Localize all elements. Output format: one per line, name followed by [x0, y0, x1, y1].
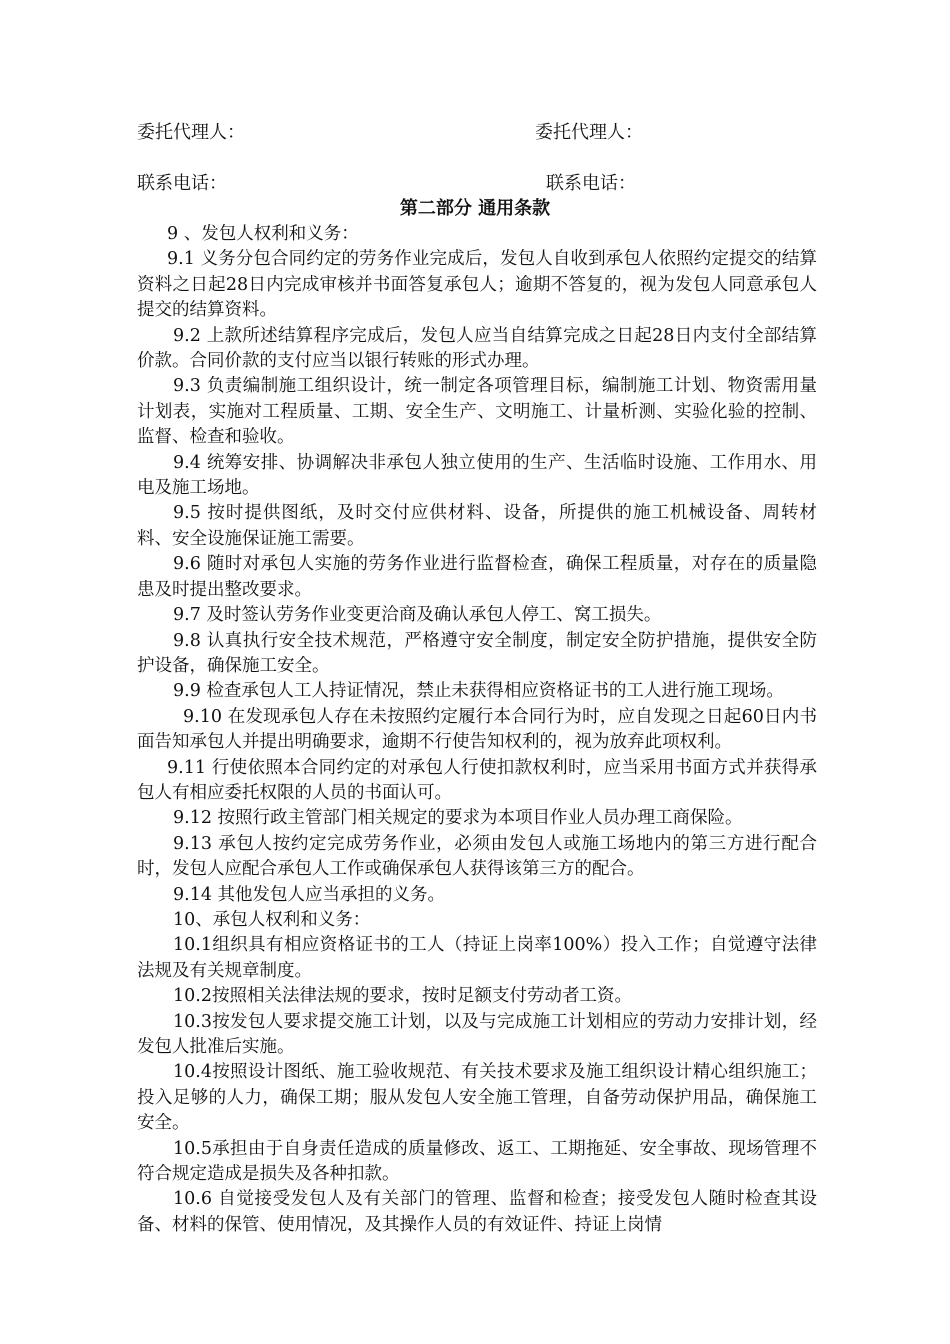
agent-label-left: 委托代理人： [137, 122, 245, 143]
clause-9-3: 9.3 负责编制施工组织设计，统一制定各项管理目标，编制施工计划、物资需用量计划表，实施对工程质量、工期、安全生产、文明施工、计量析测、实验化验的控制、监督、检查和验收。 [137, 376, 817, 448]
clause-9-6: 9.6 随时对承包人实施的劳务作业进行监督检查，确保工程质量，对存在的质量隐患及时提出整改要求。 [137, 554, 817, 600]
agent-label-right: 委托代理人： [535, 122, 643, 143]
clause-9-12: 9.12 按照行政主管部门相关规定的要求为本项目作业人员办理工商保险。 [173, 808, 743, 829]
clauses-body [137, 222, 817, 1238]
clause-9-heading: 9 、发包人权利和义务： [167, 224, 359, 244]
phone-label-left: 联系电话： [137, 173, 227, 194]
clause-9-1: 9.1 义务分包合同约定的劳务作业完成后，发包人自收到承包人依照约定提交的结算资料之日起28日内完成审核并书面答复承包人；逾期不答复的，视为发包人同意承包人提交的结算资料。 [137, 249, 817, 321]
clause-9-9: 9.9 检查承包人工人持证情况，禁止未获得相应资格证书的工人进行施工现场。 [173, 681, 784, 702]
clause-10-4: 10.4按照设计图纸、施工验收规范、有关技术要求及施工组织设计精心组织施工；投入足够的人力，确保工期；服从发包人安全施工管理，自备劳动保护用品，确保施工安全。 [137, 1062, 817, 1134]
clause-10-6: 10.6 自觉接受发包人及有关部门的管理、监督和检查；接受发包人随时检查其设备、材料的保管、使用情况，及其操作人员的有效证件、持证上岗情 [137, 1189, 817, 1235]
clause-9-13: 9.13 承包人按约定完成劳务作业，必须由发包人或施工场地内的第三方进行配合时，发包人应配合承包人工作或确保承包人获得该第三方的配合。 [137, 833, 817, 880]
phone-label-right: 联系电话： [546, 173, 636, 194]
clause-10-heading: 10、承包人权利和义务： [173, 909, 371, 930]
section-title: 第二部分 通用条款 [399, 198, 551, 219]
clause-10-2: 10.2按照相关法律法规的要求，按时足额支付劳动者工资。 [173, 986, 632, 1007]
clause-9-5: 9.5 按时提供图纸，及时交付应供材料、设备，所提供的施工机械设备、周转材料、安全设施保证施工需要。 [137, 503, 817, 549]
clause-10-1: 10.1组织具有相应资格证书的工人（持证上岗率100%）投入工作；自觉遵守法律法规及有关规章制度。 [137, 935, 817, 981]
clause-10-3: 10.3按发包人要求提交施工计划，以及与完成施工计划相应的劳动力安排计划，经发包人批准后实施。 [137, 1011, 817, 1057]
clause-9-7: 9.7 及时签认劳务作业变更洽商及确认承包人停工、窝工损失。 [173, 605, 662, 626]
clause-9-11: 9.11 行使依照本合同约定的对承包人行使扣款权利时，应当采用书面方式并获得承包人有相应委托权限的人员的书面认可。 [137, 757, 817, 803]
clause-9-2: 9.2 上款所述结算程序完成后，发包人应当自结算完成之日起28日内支付全部结算价款。合同价款的支付应当以银行转账的形式办理。 [137, 325, 817, 372]
clause-9-14: 9.14 其他发包人应当承担的义务。 [173, 884, 446, 905]
clause-9-8: 9.8 认真执行安全技术规范，严格遵守安全制度，制定安全防护措施，提供安全防护设备，确保施工安全。 [137, 630, 817, 676]
clause-9-10: 9.10 在发现承包人存在未按照约定履行本合同行为时，应自发现之日起60日内书面告知承包人并提出明确要求，逾期不行使告知权利的，视为放弃此项权利。 [137, 706, 817, 753]
clause-9-4: 9.4 统筹安排、协调解决非承包人独立使用的生产、生活临时设施、工作用水、用电及施工场地。 [137, 452, 817, 499]
clause-10-5: 10.5承担由于自身责任造成的质量修改、返工、工期拖延、安全事故、现场管理不符合规定造成是损失及各种扣款。 [137, 1138, 817, 1185]
